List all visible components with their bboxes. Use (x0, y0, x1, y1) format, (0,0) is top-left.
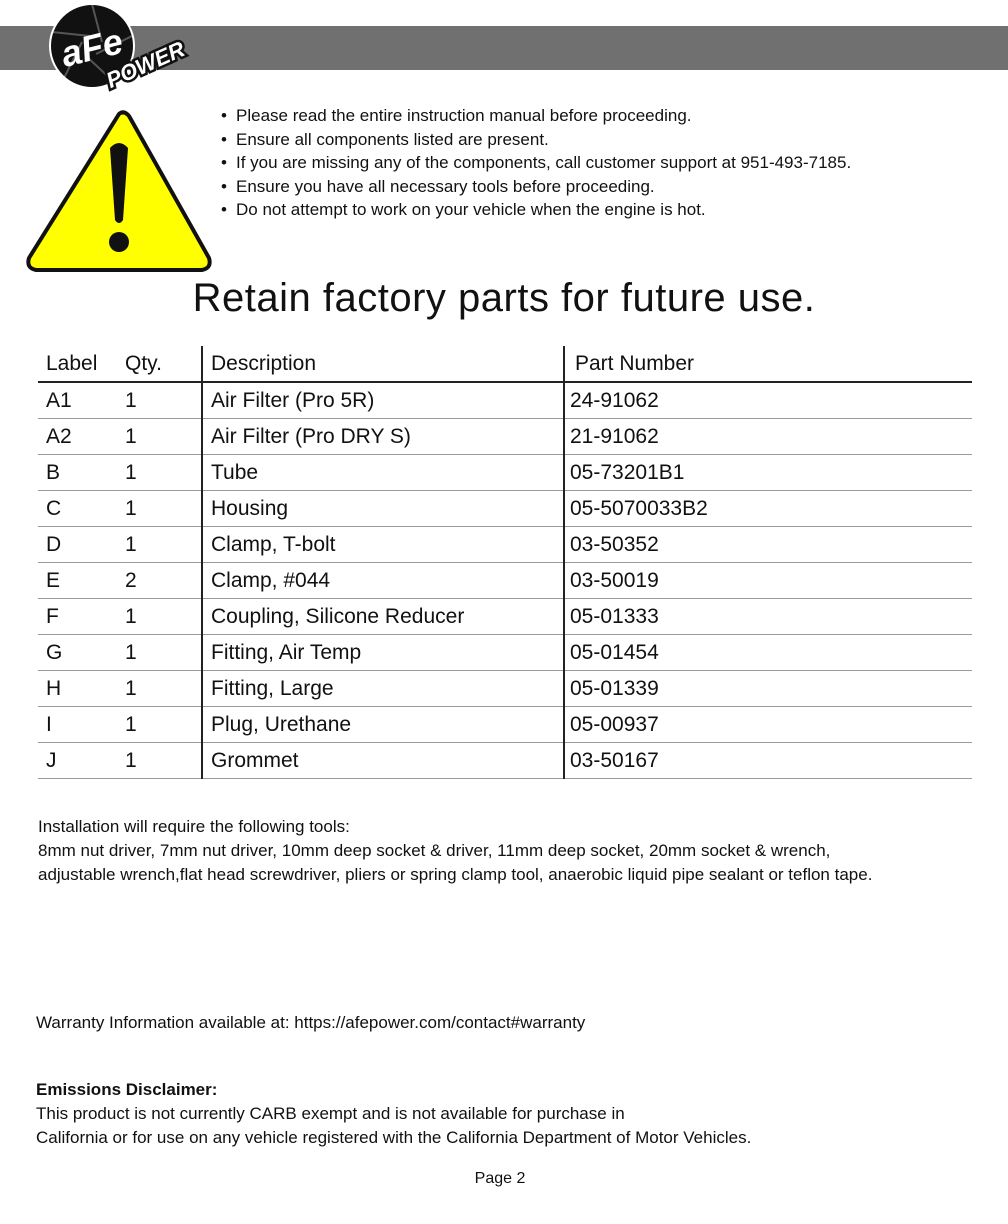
cell-part-number: 05-01339 (564, 671, 972, 707)
cell-label: A1 (38, 382, 117, 419)
cell-label: D (38, 527, 117, 563)
cell-description: Housing (202, 491, 564, 527)
table-row (38, 671, 972, 707)
tools-list-line: 8mm nut driver, 7mm nut driver, 10mm deep socket & driver, 11mm deep socket, 20mm socket & wrench, (38, 841, 831, 860)
cell-qty: 1 (117, 527, 202, 563)
table-row (38, 599, 972, 635)
cell-description: Fitting, Large (202, 671, 564, 707)
column-header-label: Label (38, 346, 117, 382)
cell-qty: 1 (117, 455, 202, 491)
cell-description: Plug, Urethane (202, 707, 564, 743)
cell-description: Air Filter (Pro 5R) (202, 382, 564, 419)
cell-label: A2 (38, 419, 117, 455)
cell-description: Fitting, Air Temp (202, 635, 564, 671)
cell-description: Clamp, T-bolt (202, 527, 564, 563)
emissions-title: Emissions Disclaimer: (36, 1080, 218, 1099)
table-row (38, 635, 972, 671)
cell-qty: 1 (117, 382, 202, 419)
cell-description: Clamp, #044 (202, 563, 564, 599)
parts-table-header (38, 346, 972, 382)
cell-part-number: 03-50019 (564, 563, 972, 599)
cell-qty: 1 (117, 491, 202, 527)
table-row (38, 563, 972, 599)
parts-table (38, 346, 972, 779)
table-row (38, 491, 972, 527)
warning-triangle-icon (24, 108, 214, 276)
cell-description: Grommet (202, 743, 564, 779)
cell-label: C (38, 491, 117, 527)
cell-qty: 1 (117, 635, 202, 671)
cell-label: H (38, 671, 117, 707)
cell-part-number: 03-50167 (564, 743, 972, 779)
column-header-description: Description (202, 346, 564, 382)
cell-qty: 1 (117, 599, 202, 635)
cell-qty: 2 (117, 563, 202, 599)
warning-note: • Do not attempt to work on your vehicle when the engine is hot. (220, 198, 851, 222)
cell-part-number: 24-91062 (564, 382, 972, 419)
page-number: Page 2 (474, 1170, 526, 1187)
table-row (38, 419, 972, 455)
tools-list-line: adjustable wrench,flat head screwdriver, pliers or spring clamp tool, anaerobic liquid pipe sealant or teflon tape. (38, 865, 873, 884)
table-row (38, 743, 972, 779)
column-header-qty: Qty. (117, 346, 202, 382)
emissions-text: California or for use on any vehicle registered with the California Department of Motor Vehicles. (36, 1128, 752, 1147)
cell-qty: 1 (117, 419, 202, 455)
cell-label: F (38, 599, 117, 635)
table-row (38, 707, 972, 743)
svg-text:POWER: POWER (102, 36, 189, 93)
cell-description: Coupling, Silicone Reducer (202, 599, 564, 635)
table-row (38, 382, 972, 419)
emissions-text: This product is not currently CARB exempt and is not available for purchase in (36, 1104, 625, 1123)
emissions-disclaimer (36, 1078, 751, 1150)
table-row (38, 455, 972, 491)
cell-part-number: 05-73201B1 (564, 455, 972, 491)
cell-part-number: 05-00937 (564, 707, 972, 743)
tools-intro: Installation will require the following tools: (38, 817, 350, 836)
cell-label: I (38, 707, 117, 743)
svg-text:aFe: aFe (56, 20, 127, 75)
cell-part-number: 05-01333 (564, 599, 972, 635)
column-header-part-number: Part Number (564, 346, 972, 382)
cell-part-number: 05-01454 (564, 635, 972, 671)
warning-note: • Ensure all components listed are present. (220, 128, 851, 152)
cell-label: G (38, 635, 117, 671)
warning-note: • Please read the entire instruction manual before proceeding. (220, 104, 851, 128)
tools-section (38, 815, 872, 887)
cell-qty: 1 (117, 707, 202, 743)
cell-description: Tube (202, 455, 564, 491)
warning-note: • If you are missing any of the components, call customer support at 951-493-7185. (220, 151, 851, 175)
cell-qty: 1 (117, 671, 202, 707)
cell-description: Air Filter (Pro DRY S) (202, 419, 564, 455)
afe-power-logo (44, 2, 194, 102)
retain-heading: Retain factory parts for future use. (192, 276, 816, 320)
cell-label: J (38, 743, 117, 779)
cell-label: B (38, 455, 117, 491)
cell-qty: 1 (117, 743, 202, 779)
table-row (38, 527, 972, 563)
cell-part-number: 21-91062 (564, 419, 972, 455)
warranty-info: Warranty Information available at: https://afepower.com/contact#warranty (36, 1013, 586, 1032)
cell-label: E (38, 563, 117, 599)
cell-part-number: 03-50352 (564, 527, 972, 563)
cell-part-number: 05-5070033B2 (564, 491, 972, 527)
warning-note: • Ensure you have all necessary tools before proceeding. (220, 175, 851, 199)
warning-notes-list (220, 104, 851, 222)
